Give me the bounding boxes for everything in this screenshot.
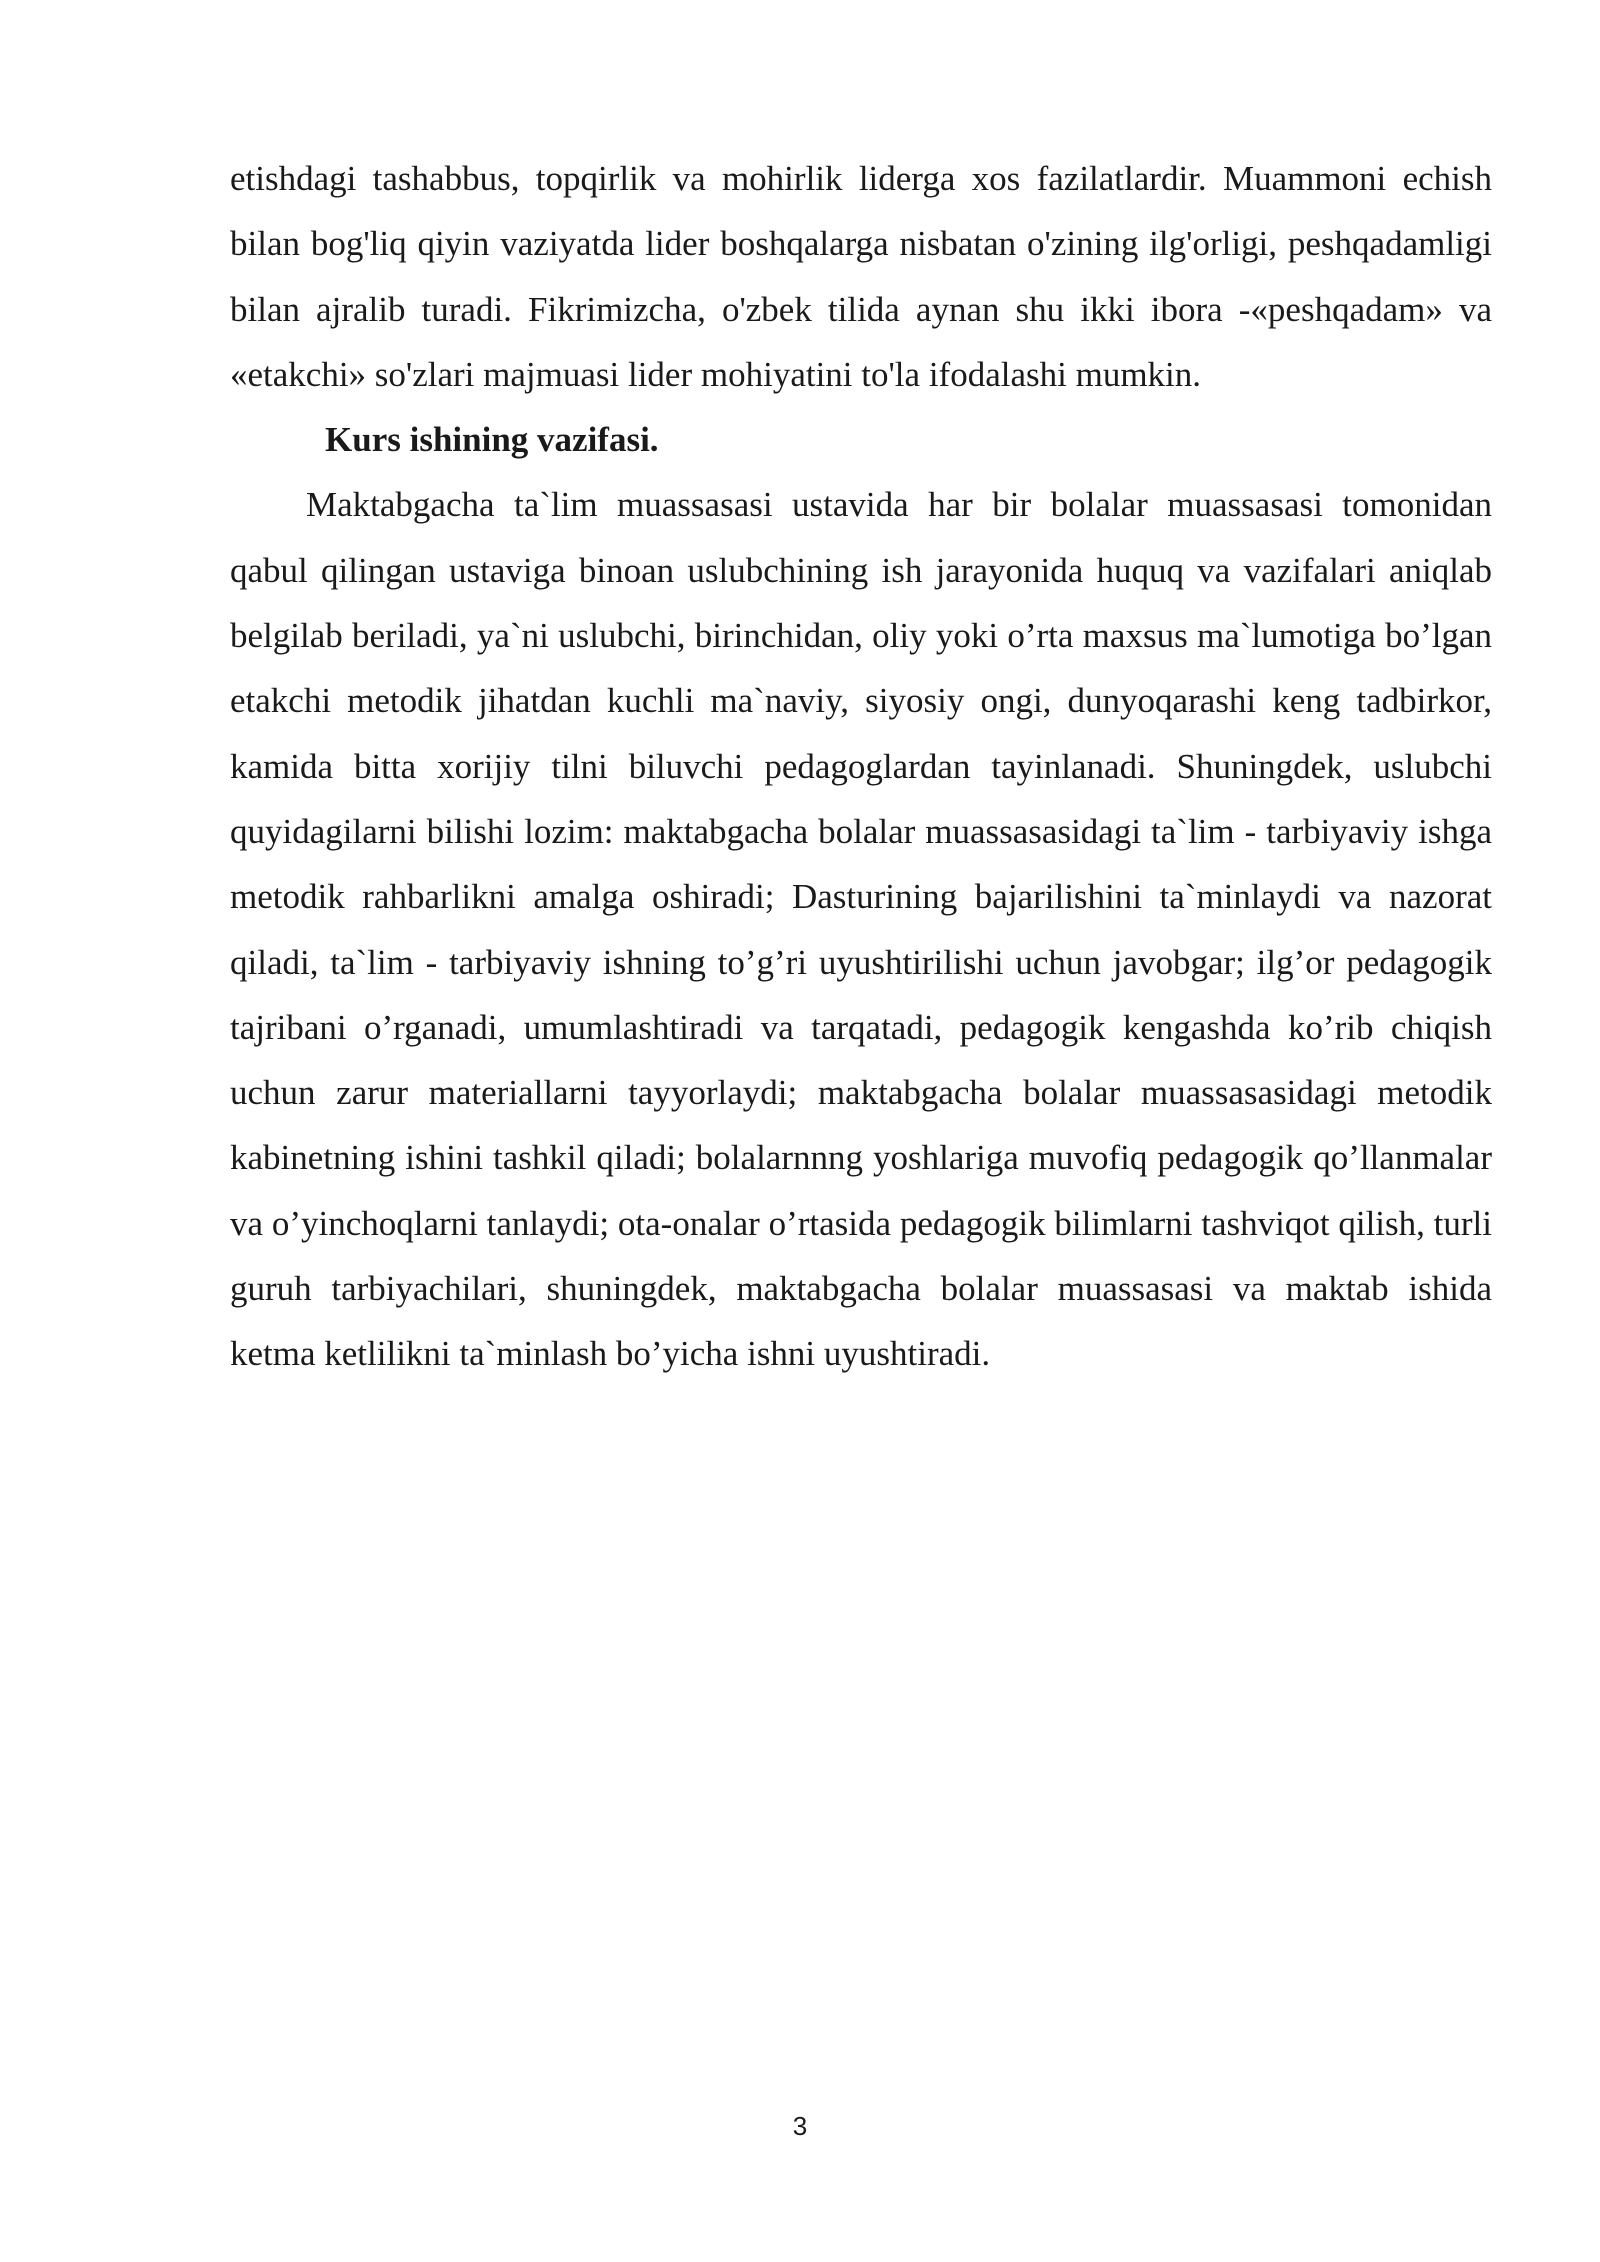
paragraph-leadership-qualities: etishdagi tashabbus, topqirlik va mohirlik liderga xos fazilatlardir. Muammoni echish bilan bog'liq qiyin vaziyatda lider boshqalarga nisbatan o'zining ilg'orligi, peshqadamligi bilan ajralib turadi. Fikrimizcha, o'zbek tilida aynan shu ikki ibora -«peshqadam» va «etakchi» so'zlari majmuasi lider mohiyatini to'la ifodalashi mumkin. — [230, 159, 1492, 394]
section-heading: Kurs ishining vazifasi. — [325, 420, 659, 460]
text-body — [230, 146, 1492, 1387]
paragraph-methodist-duties: Maktabgacha ta`lim muassasasi ustavida har bir bolalar muassasasi tomonidan qabul qilingan ustaviga binoan uslubchining ish jarayonida huquq va vazifalari aniqlab belgilab beriladi, ya`ni uslubchi, birinchidan, oliy yoki o’rta maxsus ma`lumotiga bo’lgan etakchi metodik jihatdan kuchli ma`naviy, siyosiy ongi, dunyoqarashi keng tadbirkor, kamida bitta xorijiy tilni biluvchi pedagoglardan tayinlanadi. Shuningdek, uslubchi quyidagilarni bilishi lozim: maktabgacha bolalar muassasasidagi ta`lim - tarbiyaviy ishga metodik rahbarlikni amalga oshiradi; Dasturining bajarilishini ta`minlaydi va nazorat qiladi, ta`lim - tarbiyaviy ishning to’g’ri uyushtirilishi uchun javobgar; ilg’or pedagogik tajribani o’rganadi, umumlashtiradi va tarqatadi, pedagogik kengashda ko’rib chiqish uchun zarur materiallarni tayyorlaydi; maktabgacha bolalar muassasasidagi metodik kabinetning ishini tashkil qiladi; bolalarnnng yoshlariga muvofiq pedagogik qo’llanmalar va o’yinchoqlarni tanlaydi; ota-onalar o’rtasida pedagogik bilimlarni tashviqot qilish, turli guruh tarbiyachilari, shuningdek, maktabgacha bolalar muassasasi va maktab ishida ketma ketlilikni ta`minlash bo’yicha ishni uyushtiradi. — [230, 485, 1492, 1374]
page-number: 3 — [792, 2111, 808, 2141]
